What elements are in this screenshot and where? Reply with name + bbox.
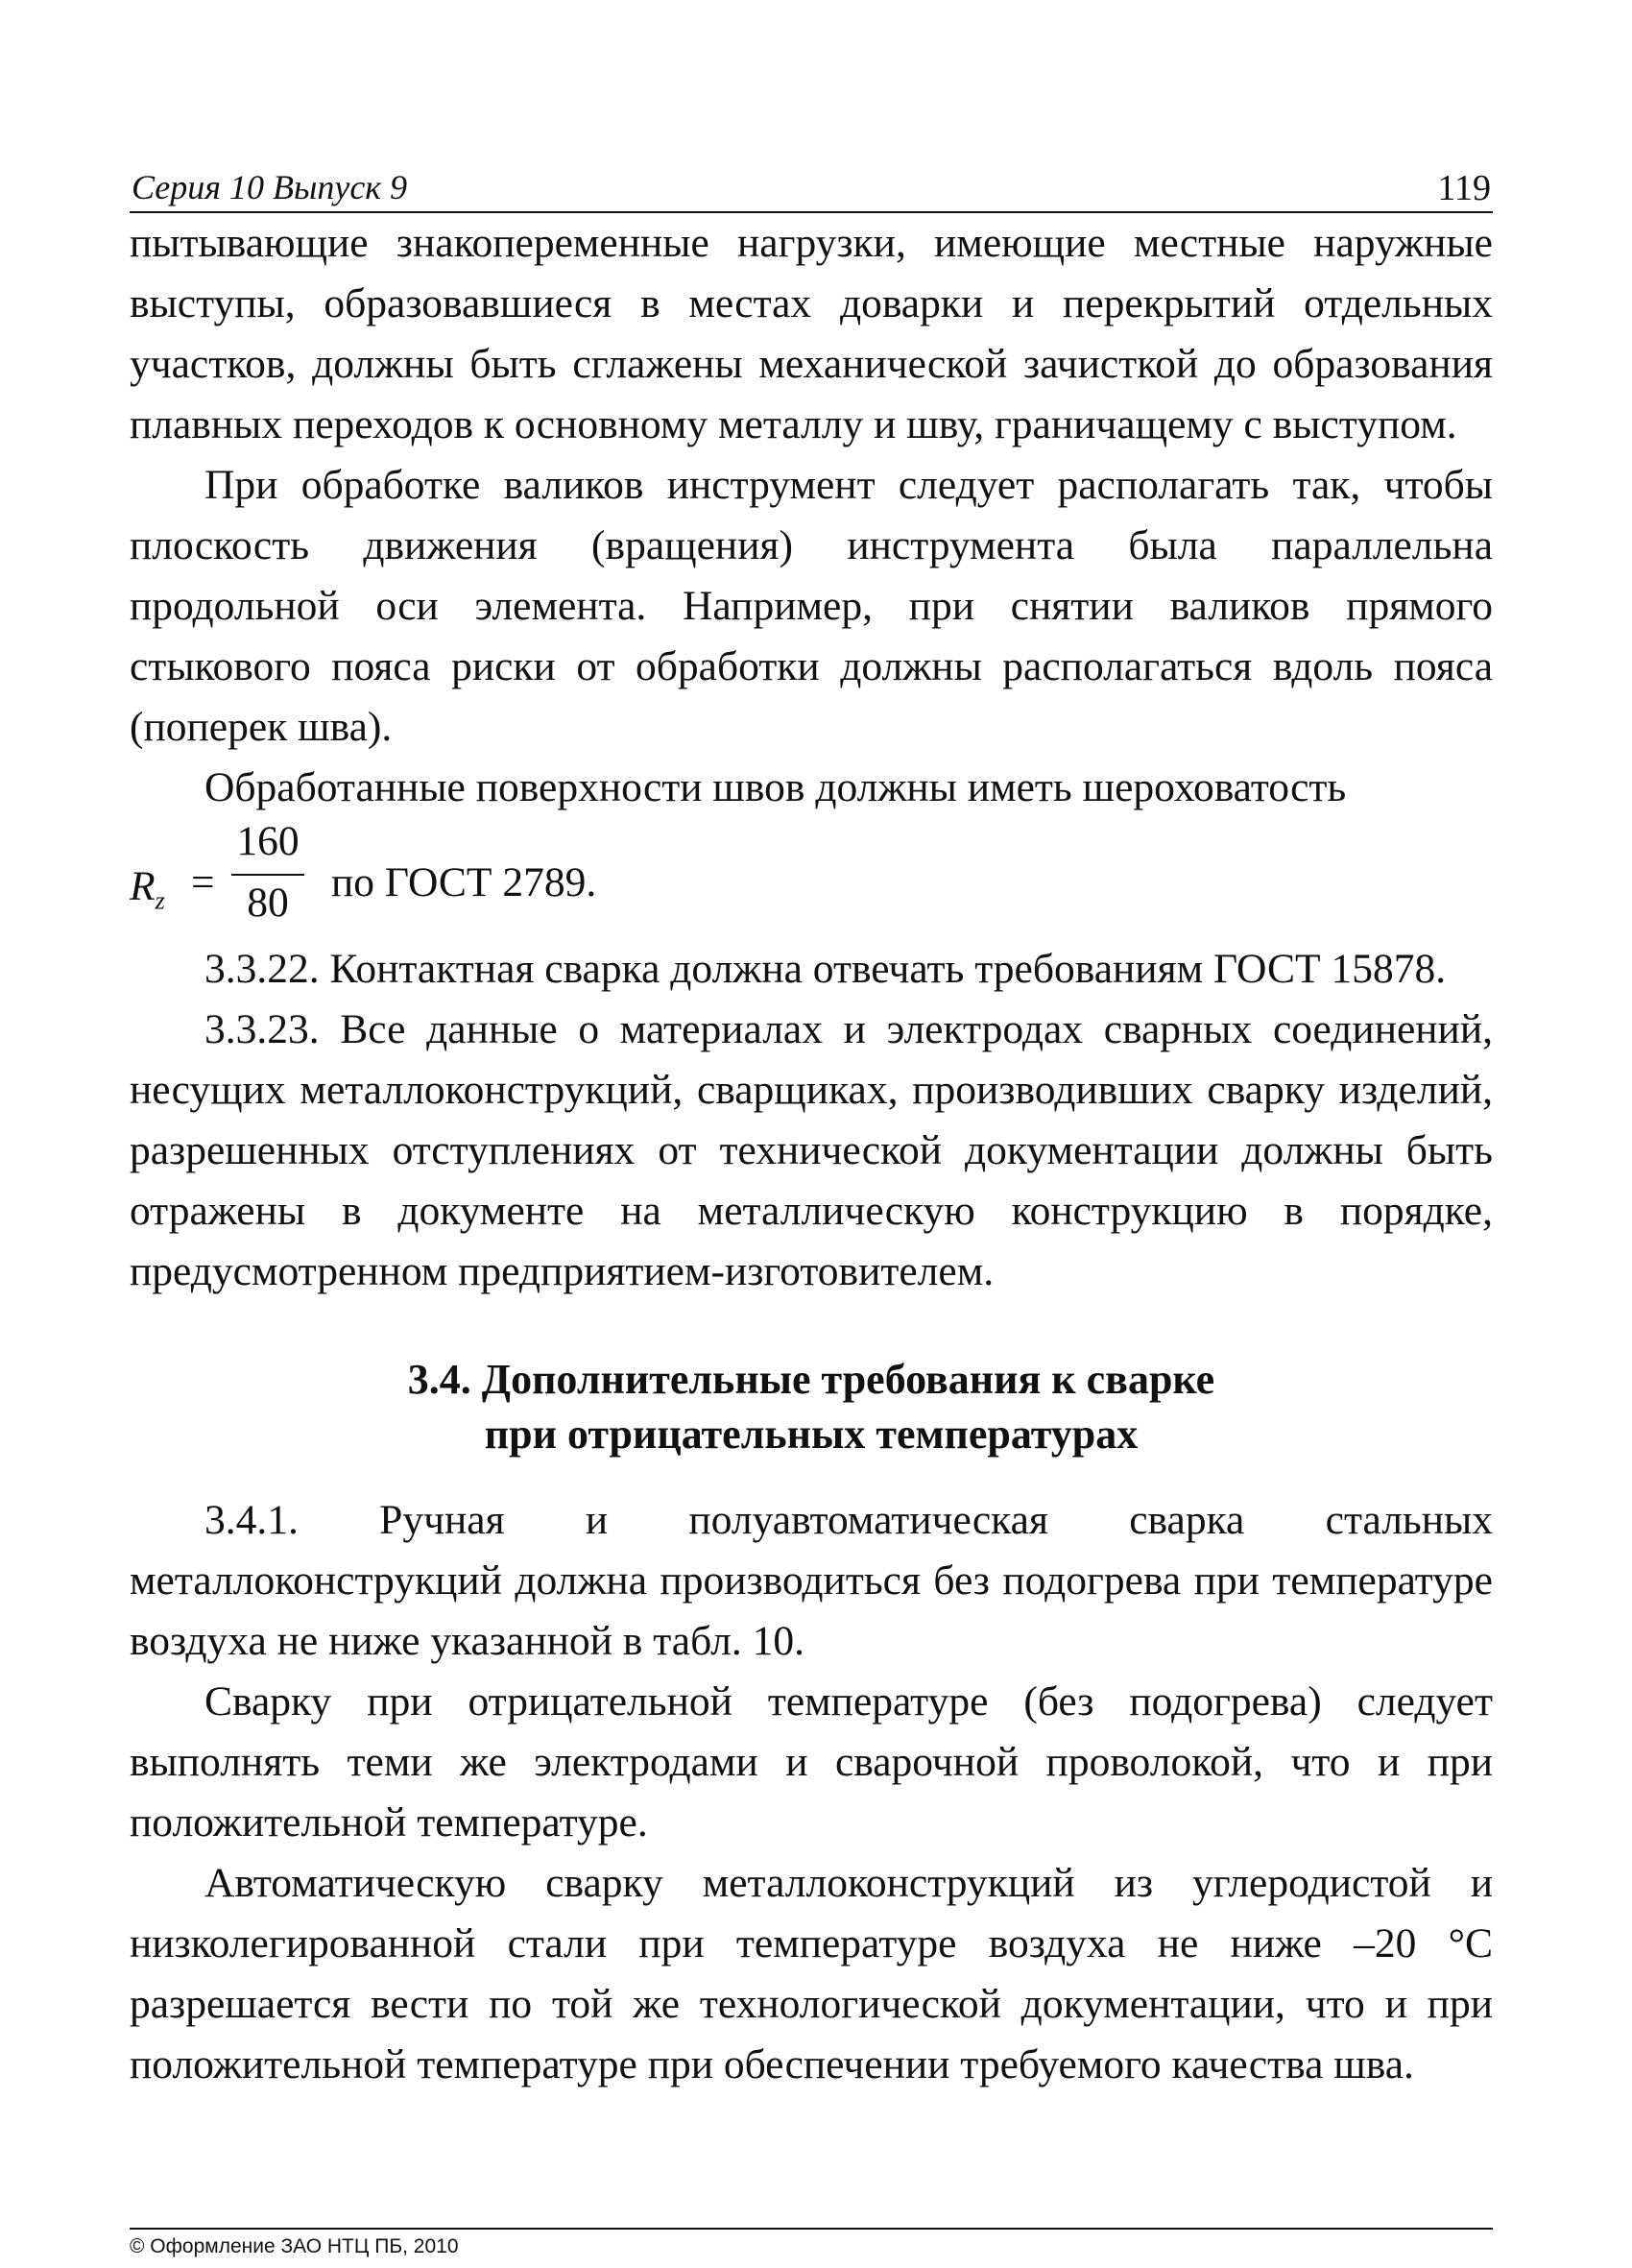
copyright-text: © Оформление ЗАО НТЦ ПБ, 2010 bbox=[130, 2235, 459, 2257]
section-heading-line-2: при отрицательных температурах bbox=[484, 1411, 1139, 1458]
clause-3-3-22: 3.3.22. Контактная сварка должна отвечать требованиям ГОСТ 15878. bbox=[204, 946, 1447, 992]
fraction-bar bbox=[231, 874, 304, 876]
body-text bbox=[130, 213, 1493, 2095]
formula-subscript: z bbox=[155, 886, 165, 915]
fraction-numerator: 160 bbox=[236, 818, 300, 864]
page-footer bbox=[130, 2228, 1493, 2257]
paragraph-roughness: Обработанные поверхности швов должны иметь шероховатость bbox=[204, 764, 1347, 810]
page-number: 119 bbox=[1437, 168, 1491, 208]
clause-3-3-23: 3.3.23. Все данные о материалах и электродах сварных соединений, несущих металлоконструкций, сварщиках, производивших сварку изделий, разрешенных отступлениях от технической документации должны быть отражены в документе на металлическую конструкцию в порядке, предусмотренном предприятием-изготовителем. bbox=[130, 1006, 1493, 1294]
paragraph: При обработке валиков инструмент следует располагать так, чтобы плоскость движения (вращения) инструмента была параллельна продольной оси элемента. Например, при снятии валиков прямого стыкового пояса риски от обработки должны располагаться вдоль пояса (поперек шва). bbox=[130, 462, 1493, 750]
section-heading-line-1: 3.4. Дополнительные требования к сварке bbox=[407, 1356, 1215, 1403]
section-heading bbox=[130, 1352, 1493, 1461]
clause-3-4-1: 3.4.1. Ручная и полуавтоматическая сварка стальных металлоконструкций должна производиться без подогрева при температуре воздуха не ниже указанной в табл. 10. bbox=[130, 1497, 1493, 1664]
formula-equals: = bbox=[191, 859, 215, 905]
roughness-formula bbox=[130, 818, 1493, 939]
formula-symbol: $R_z$ bbox=[130, 863, 165, 915]
formula-fraction bbox=[228, 818, 308, 926]
formula-reference: по ГОСТ 2789. bbox=[331, 859, 597, 905]
series-label: Серия 10 Выпуск 9 bbox=[132, 168, 408, 206]
running-head bbox=[130, 154, 1493, 213]
paragraph: Сварку при отрицательной температуре (без подогрева) следует выполнять теми же электродами и сварочной проволокой, что и при положительной температуре. bbox=[130, 1678, 1493, 1846]
document-page bbox=[130, 154, 1493, 2095]
paragraph-continued: пытывающие знакопеременные нагрузки, имеющие местные наружные выступы, образовавшиеся в местах доварки и перекрытий отдельных участков, должны быть сглажены механической зачисткой до образования плавных переходов к основному металлу и шву, граничащему с выступом. bbox=[130, 220, 1493, 447]
fraction-denominator: 80 bbox=[247, 880, 289, 926]
paragraph: Автоматическую сварку металлоконструкций из углеродистой и низколегированной стали при температуре воздуха не ниже –20 °С разрешается вести по той же технологической документации, что и при положительной температуре при обеспечении требуемого качества шва. bbox=[130, 1860, 1493, 2087]
